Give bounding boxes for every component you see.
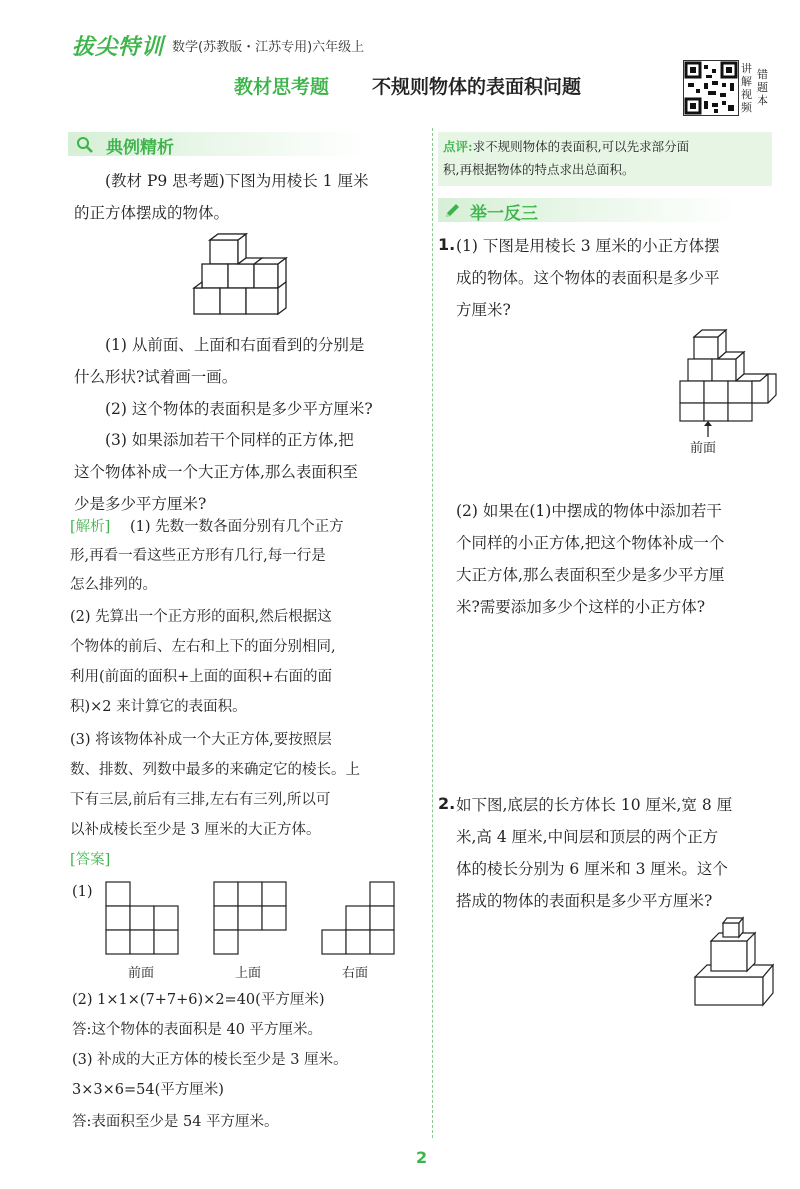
book-series: 数学(苏教版・江苏专用)六年级上 (172, 40, 365, 55)
qr-label-video: 讲解视频 (741, 62, 752, 114)
question-number-1: 1. (438, 235, 456, 254)
example-cube-figure (190, 228, 290, 324)
analysis-line9: 数、排数、列数中最多的来确定它的棱长。上 (70, 762, 360, 778)
comment-text (443, 135, 771, 181)
q1-part2-line1: (2) 如果在(1)中摆成的物体中添加若干 (456, 502, 722, 520)
section-title-practice: 举一反三 (470, 204, 538, 224)
right-view-figure (320, 880, 400, 956)
comment-line2: 积,再根据物体的特点求出总面积。 (443, 162, 635, 177)
question-line5: 这个物体补成一个大正方体,那么表面积至 (74, 463, 358, 481)
q2-line2: 米,高 4 厘米,中间层和顶层的两个正方 (456, 828, 719, 846)
answer-part1-label: (1) (72, 884, 93, 900)
topic-label: 教材思考题 (234, 76, 330, 98)
qr-code-icon[interactable] (683, 60, 739, 116)
analysis-line6: 利用(前面的面积+上面的面积+右面的面 (70, 669, 332, 685)
analysis-tag: [解析] (70, 519, 111, 535)
question-line2: 什么形状?试着画一画。 (74, 368, 238, 386)
question-line4: (3) 如果添加若干个同样的正方体,把 (105, 431, 354, 449)
q1-part2-line2: 个同样的小正方体,把这个物体补成一个 (456, 534, 725, 552)
comment-label: 点评: (443, 139, 473, 154)
answer-tag: [答案] (70, 852, 111, 868)
brand-logo: 拔尖特训 (72, 35, 165, 60)
q1-part1-line1: (1) 下图是用棱长 3 厘米的小正方体摆 (456, 237, 720, 255)
analysis-line7: 积)×2 来计算它的表面积。 (70, 699, 247, 715)
question-line1: (1) 从前面、上面和右面看到的分别是 (105, 336, 365, 354)
q2-line1: 如下图,底层的长方体长 10 厘米,宽 8 厘 (456, 796, 733, 814)
section-title-examples: 典例精析 (106, 138, 174, 158)
question-number-2: 2. (438, 794, 456, 813)
q1-part2-line3: 大正方体,那么表面积至少是多少平方厘 (456, 566, 725, 584)
caption-front: 前面 (128, 966, 155, 981)
qr-label-errors: 错题本 (757, 68, 768, 107)
q1-caption-front: 前面 (690, 441, 717, 456)
q2-stacked-figure (693, 915, 775, 1007)
q1-cube-figure (674, 325, 778, 425)
caption-right: 右面 (342, 966, 369, 981)
analysis-line8: (3) 将该物体补成一个大正方体,要按照层 (70, 732, 332, 748)
analysis-line1: (1) 先数一数各面分别有几个正方 (130, 519, 344, 535)
q1-part1-line2: 成的物体。这个物体的表面积是多少平 (456, 269, 720, 287)
magnifier-icon (76, 136, 94, 154)
arrow-up-icon (702, 420, 714, 438)
q2-line4: 搭成的物体的表面积是多少平方厘米? (456, 892, 713, 910)
caption-top: 上面 (235, 966, 262, 981)
question-line3: (2) 这个物体的表面积是多少平方厘米? (105, 400, 373, 418)
answer-line1: (2) 1×1×(7+7+6)×2=40(平方厘米) (72, 992, 325, 1008)
question-line6: 少是多少平方厘米? (74, 495, 207, 513)
analysis-line11: 以补成棱长至少是 3 厘米的大正方体。 (70, 822, 321, 838)
page-title: 不规则物体的表面积问题 (372, 76, 582, 98)
page-number: 2 (416, 1148, 428, 1167)
q2-line3: 体的棱长分别为 6 厘米和 3 厘米。这个 (456, 860, 728, 878)
analysis-line3: 怎么排列的。 (70, 577, 157, 593)
answer-line3: (3) 补成的大正方体的棱长至少是 3 厘米。 (72, 1052, 348, 1068)
analysis-line10: 下有三层,前后有三排,左右有三列,所以可 (70, 792, 331, 808)
analysis-line2: 形,再看一看这些正方形有几行,每一行是 (70, 548, 326, 564)
problem-intro-line1: (教材 P9 思考题)下图为用棱长 1 厘米 (105, 172, 369, 190)
comment-line1: 求不规则物体的表面积,可以先求部分面 (472, 139, 690, 154)
problem-intro-line2: 的正方体摆成的物体。 (74, 204, 230, 222)
q1-part2-line4: 米?需要添加多少个这样的小正方体? (456, 598, 706, 616)
analysis-line5: 个物体的前后、左右和上下的面分别相同, (70, 639, 336, 655)
answer-line2: 答:这个物体的表面积是 40 平方厘米。 (72, 1022, 323, 1038)
pencil-icon (443, 202, 461, 220)
column-divider (432, 128, 433, 1138)
answer-line4: 3×3×6=54(平方厘米) (72, 1082, 224, 1098)
answer-line5: 答:表面积至少是 54 平方厘米。 (72, 1114, 279, 1130)
q1-part1-line3: 方厘米? (456, 301, 511, 319)
analysis-line4: (2) 先算出一个正方形的面积,然后根据这 (70, 609, 332, 625)
